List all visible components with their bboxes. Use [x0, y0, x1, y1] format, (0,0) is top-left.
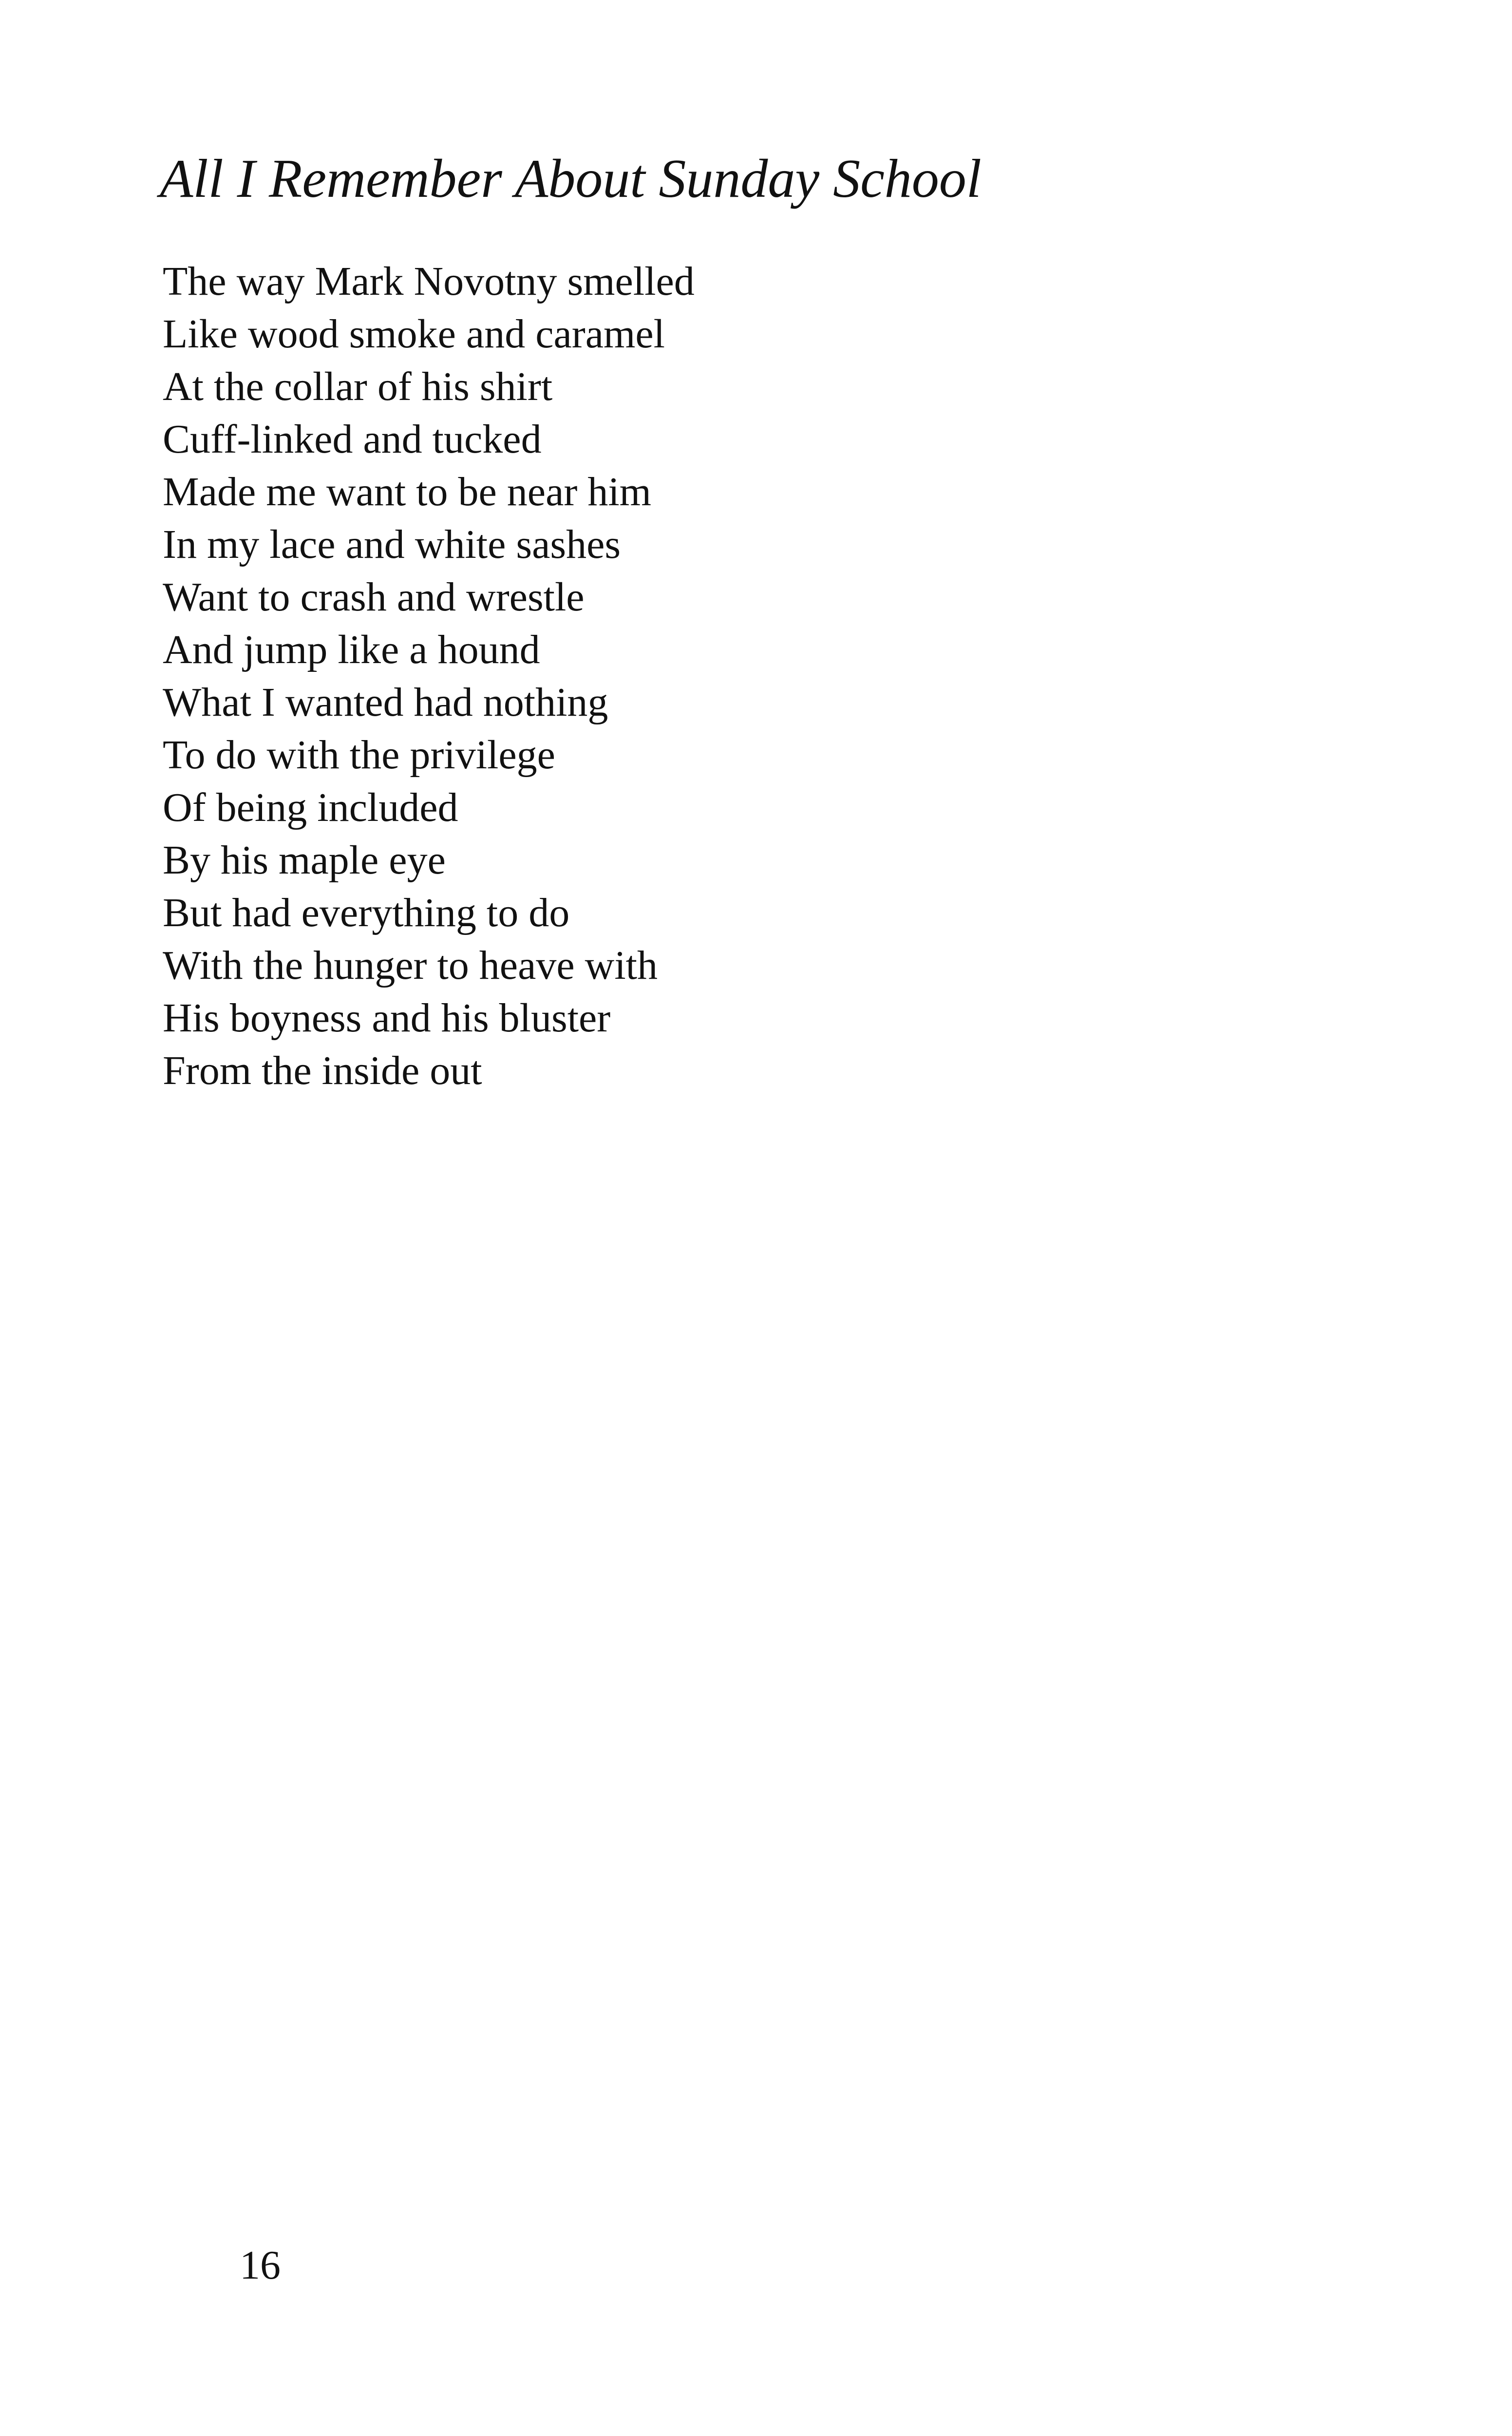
poem-line: In my lace and white sashes	[163, 522, 621, 567]
poem-line: At the collar of his shirt	[163, 364, 553, 409]
poem-line: The way Mark Novotny smelled	[163, 259, 695, 304]
poem-line: By his maple eye	[163, 837, 446, 883]
poem-line: To do with the privilege	[163, 732, 555, 778]
poem-line: But had everything to do	[163, 890, 570, 935]
poem-line: Like wood smoke and caramel	[163, 311, 665, 357]
poem-line: Made me want to be near him	[163, 469, 651, 514]
poem-line: With the hunger to heave with	[163, 943, 658, 988]
poem-title: All I Remember About Sunday School	[160, 149, 982, 209]
poem-body	[163, 255, 695, 1097]
poem-line: Of being included	[163, 785, 458, 830]
poem-line: Want to crash and wrestle	[163, 574, 585, 620]
poem-line: Cuff-linked and tucked	[163, 417, 542, 462]
poem-line: His boyness and his bluster	[163, 995, 611, 1041]
poem-line: From the inside out	[163, 1048, 482, 1093]
poem-line: What I wanted had nothing	[163, 680, 608, 725]
poem-line: And jump like a hound	[163, 627, 540, 672]
page-number: 16	[240, 2243, 281, 2288]
